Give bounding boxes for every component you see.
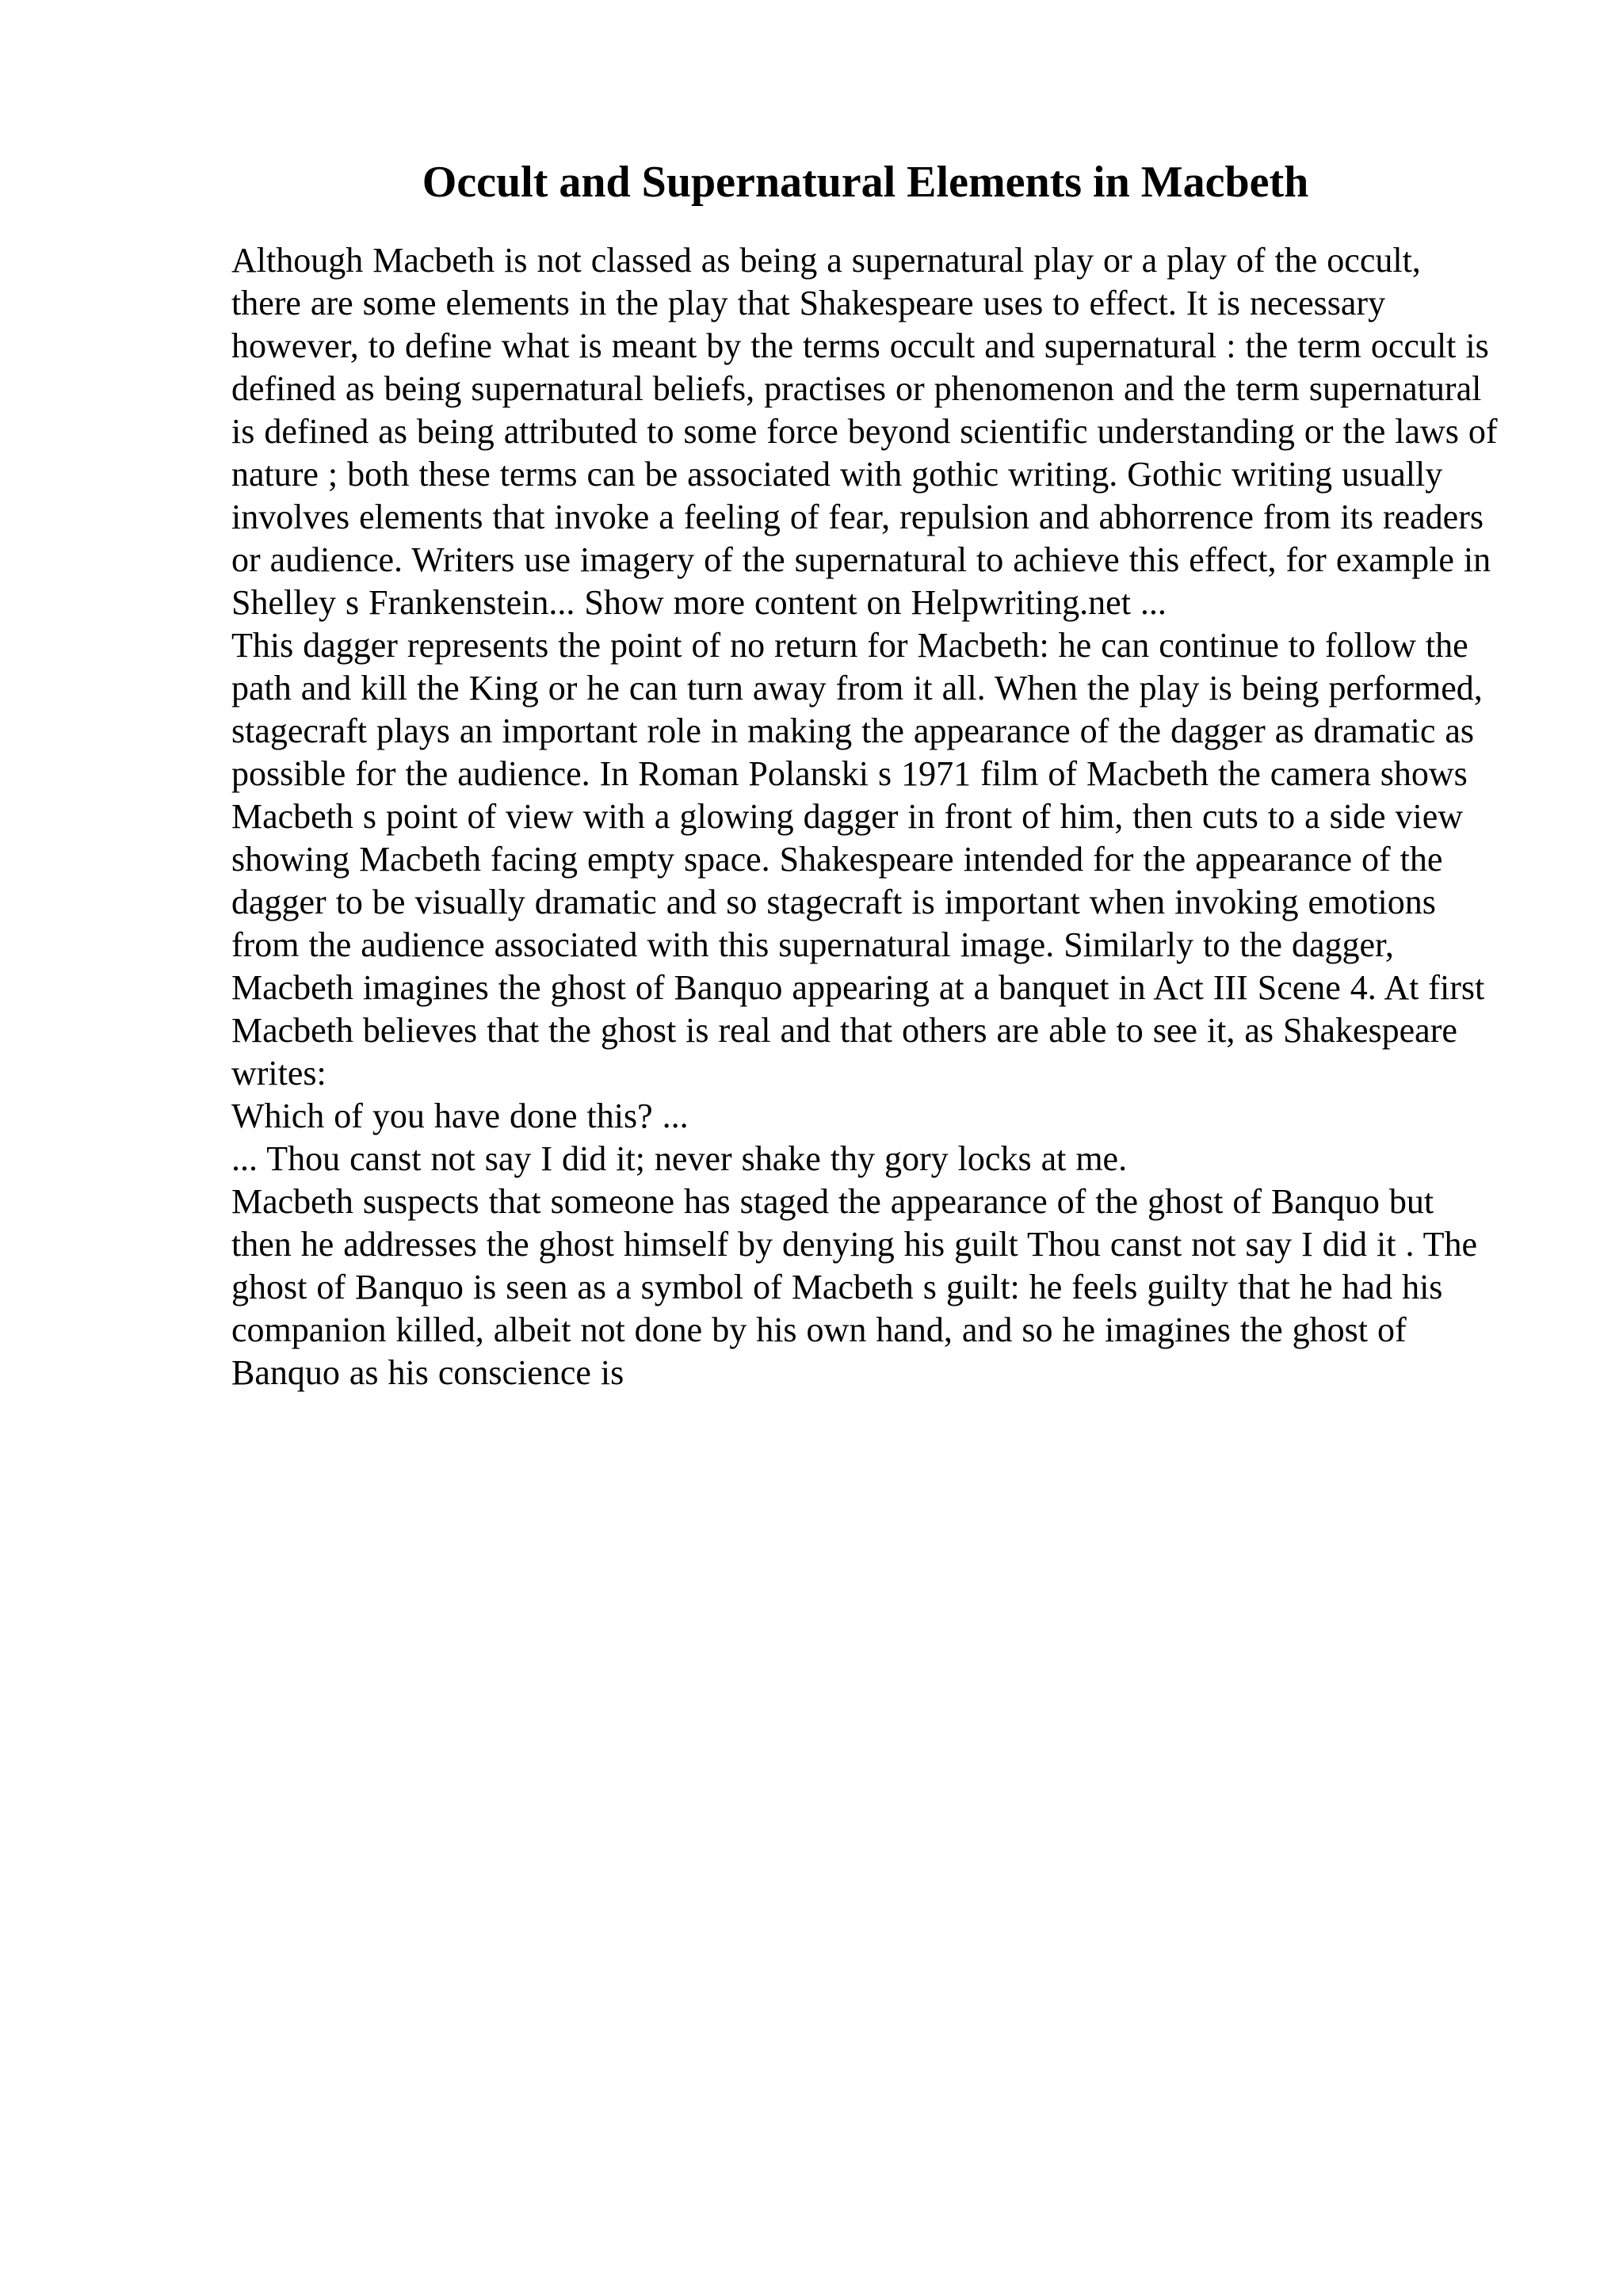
paragraph-dagger-stagecraft: This dagger represents the point of no return for Macbeth: he can continue to follow the path and kill the King or he can turn away from it all. When the play is being performed, stagecraft plays an important role in making the appearance of the dagger as dramatic as possible for the audience. In Roman Polanski s 1971 film of Macbeth the camera shows Macbeth s point of view with a glowing dagger in front of him, then cuts to a side view showing Macbeth facing empty space. Shakespeare intended for the appearance of the dagger to be visually dramatic and so stagecraft is important when invoking emotions from the audience associated with this supernatural image. Similarly to the dagger, Macbeth imagines the ghost of Banquo appearing at a banquet in Act III Scene 4. At first Macbeth believes that the ghost is real and that others are able to see it, as Shakespeare writes: [231,626,1485,1093]
document-content [231,157,1499,1394]
paragraph-intro-occult-definition: Although Macbeth is not classed as being a supernatural play or a play of the occult, there are some elements in the play that Shakespeare uses to effect. It is necessary however, to define what is meant by the terms occult and supernatural : the term occult is defined as being supernatural beliefs, practises or phenomenon and the term supernatural is defined as being attributed to some force beyond scientific understanding or the laws of nature ; both these terms can be associated with gothic writing. Gothic writing usually involves elements that invoke a feeling of fear, repulsion and abhorrence from its readers or audience. Writers use imagery of the supernatural to achieve this effect, for example in Shelley s Frankenstein... Show more content on Helpwriting.net ... [231,241,1498,623]
quote-line-which-of-you: Which of you have done this? ... [231,1097,689,1136]
quote-line-thou-canst-not-say: ... Thou canst not say I did it; never shake thy gory locks at me. [231,1139,1128,1179]
page-title: Occult and Supernatural Elements in Macbeth [422,158,1309,207]
paragraph-banquo-ghost-guilt: Macbeth suspects that someone has staged the appearance of the ghost of Banquo but then he addresses the ghost himself by denying his guilt Thou canst not say I did it . The ghost of Banquo is seen as a symbol of Macbeth s guilt: he feels guilty that he had his companion killed, albeit not done by his own hand, and so he imagines the ghost of Banquo as his conscience is [231,1182,1478,1393]
